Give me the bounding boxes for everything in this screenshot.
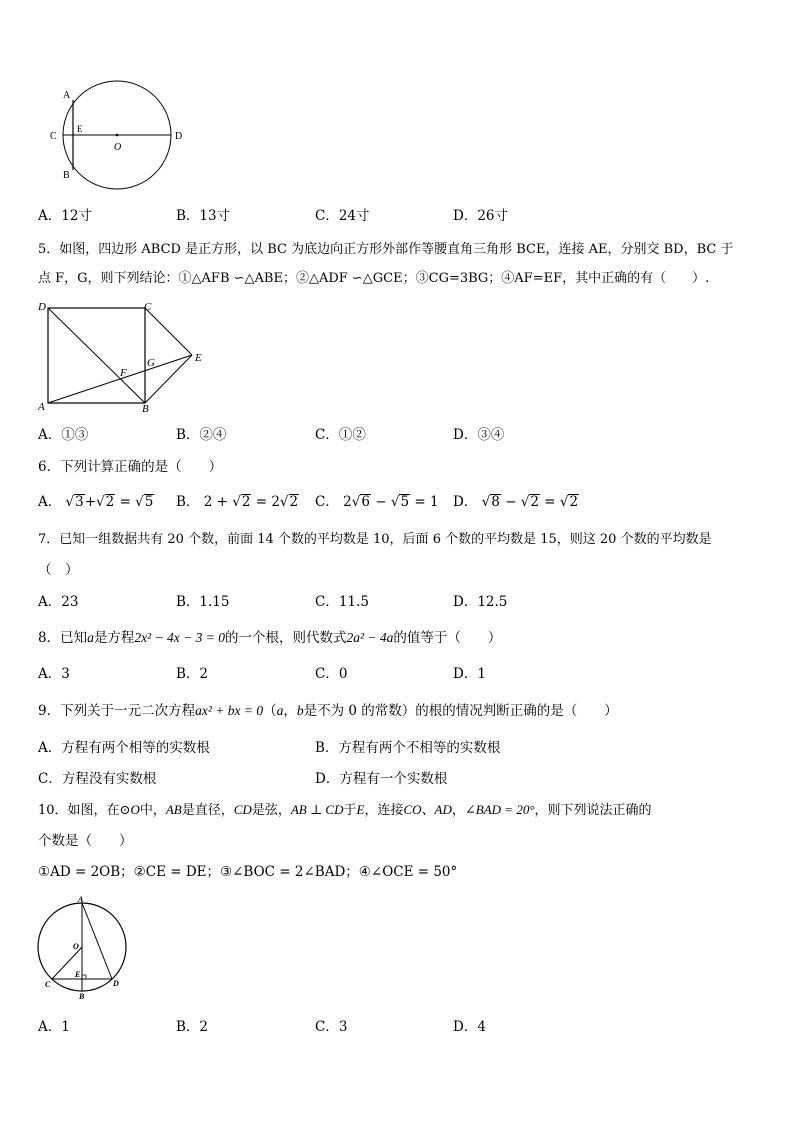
q10-stem-line2: 个数是（ ）	[38, 833, 133, 849]
q9-option-a[interactable]: A．方程有两个相等的实数根	[38, 740, 210, 756]
q10-label-d: D	[113, 979, 119, 988]
q6-option-d[interactable]: D． √8 − √2 = √2	[453, 494, 579, 510]
q4-option-b[interactable]: B．13寸	[176, 208, 231, 224]
q5-label-g: G	[147, 357, 155, 369]
q8-option-a[interactable]: A．3	[38, 666, 70, 682]
q7-option-c[interactable]: C．11.5	[315, 594, 369, 610]
q9-stem: 9．下列关于一元二次方程ax² + bx = 0（a，b是不为 0 的常数）的根的情况判断正确的是（ ）	[38, 703, 618, 719]
q5-option-a[interactable]: A．①③	[38, 427, 89, 443]
q10-option-d[interactable]: D．4	[453, 1019, 486, 1035]
q8-option-c[interactable]: C．0	[315, 666, 348, 682]
q4-label-e: E	[77, 124, 83, 134]
q7-option-a[interactable]: A．23	[38, 594, 79, 610]
q6-option-a[interactable]: A． √3+√2 = √5	[38, 494, 154, 510]
q10-label-a: A	[78, 895, 84, 904]
q8-option-d[interactable]: D．1	[453, 666, 486, 682]
q9-option-c[interactable]: C．方程没有实数根	[38, 771, 157, 787]
q4-label-c: C	[50, 131, 57, 142]
q5-label-a: A	[38, 401, 45, 413]
q4-circle-figure	[40, 80, 210, 195]
q5-label-b: B	[142, 403, 149, 415]
q4-option-d[interactable]: D．26寸	[453, 208, 509, 224]
q7-option-d[interactable]: D．12.5	[453, 594, 508, 610]
q7-stem-line2: （ ）	[38, 562, 79, 578]
q5-label-e: E	[195, 352, 202, 364]
q10-label-o: O	[73, 942, 79, 951]
q7-option-b[interactable]: B．1.15	[176, 594, 230, 610]
q4-label-d: D	[175, 131, 183, 142]
q4-option-c[interactable]: C．24寸	[315, 208, 370, 224]
q6-stem: 6．下列计算正确的是（ ）	[38, 459, 223, 475]
q5-square-figure	[30, 296, 215, 416]
q7-stem-line1: 7．已知一组数据共有 20 个数，前面 14 个数的平均数是 10，后面 6 个数的平均数是 15，则这 20 个数的平均数是	[38, 532, 712, 547]
q4-label-a: A	[63, 90, 71, 101]
q5-label-c: C	[144, 301, 152, 313]
q10-statements: ①AD = 2OB；②CE = DE；③∠BOC = 2∠BAD；④∠OCE = 50°	[38, 864, 458, 880]
q6-option-b[interactable]: B． 2 + √2 = 2√2	[176, 494, 299, 510]
q10-right-angle-mark	[82, 975, 86, 979]
q6-option-c[interactable]: C． 2√6 − √5 = 1	[315, 494, 439, 510]
q10-label-e: E	[75, 970, 81, 979]
q5-stem-line2: 点 F，G，则下列结论：①△AFB ∽△ABE；②△ADF ∽△GCE；③CG=3BG；④AF=EF，其中正确的有（ ）.	[38, 271, 710, 286]
q10-option-c[interactable]: C．3	[315, 1019, 348, 1035]
q5-option-b[interactable]: B．②④	[176, 427, 227, 443]
q10-stem-line1: 10．如图，在⊙O中，AB是直径，CD是弦，AB ⊥ CD于E，连接CO、AD，∠BAD = 20°，则下列说法正确的	[38, 802, 652, 818]
q10-circle-figure	[30, 895, 140, 1005]
q5-option-c[interactable]: C．①②	[315, 427, 366, 443]
q8-stem: 8．已知a是方程2x² − 4x − 3 = 0的一个根，则代数式2a² − 4a的值等于（ ）	[38, 630, 502, 646]
q4-label-b: B	[63, 170, 70, 181]
q5-option-d[interactable]: D．③④	[453, 427, 505, 443]
q4-option-a[interactable]: A．12寸	[38, 208, 92, 224]
q10-option-b[interactable]: B．2	[176, 1019, 209, 1035]
q9-option-b[interactable]: B．方程有两个不相等的实数根	[315, 740, 501, 756]
q10-label-b: B	[79, 992, 85, 1001]
q4-label-o: O	[114, 142, 122, 153]
q5-segment-ae	[48, 355, 192, 403]
q5-label-f: F	[120, 367, 127, 379]
q10-option-a[interactable]: A．1	[38, 1019, 70, 1035]
q5-label-d: D	[38, 301, 46, 313]
q10-segment-ad	[82, 903, 112, 979]
q4-center-dot	[116, 134, 119, 137]
q10-label-c: C	[45, 980, 51, 989]
q9-option-d[interactable]: D．方程有一个实数根	[315, 771, 448, 787]
q5-diagonal-bd	[48, 308, 145, 403]
q5-segment-ce	[145, 308, 192, 355]
q5-stem-line1: 5．如图，四边形 ABCD 是正方形，以 BC 为底边向正方形外部作等腰直角三角形 BCE，连接 AE，分别交 BD，BC 于	[38, 242, 734, 257]
q8-option-b[interactable]: B．2	[176, 666, 209, 682]
